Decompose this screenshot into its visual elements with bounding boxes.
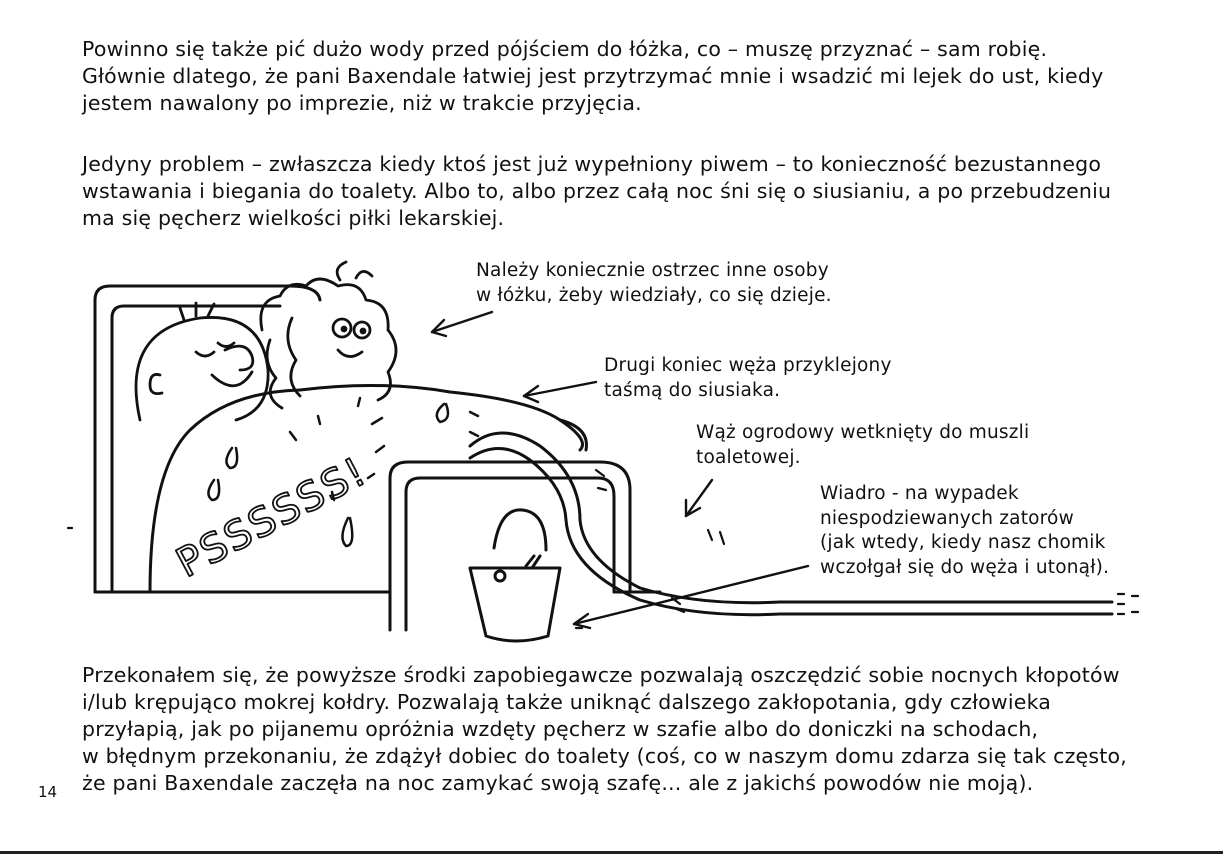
paragraph-3 <box>82 662 1162 797</box>
caption-line: taśmą do siusiaka. <box>604 379 781 401</box>
caption-hose-toilet <box>696 421 1029 470</box>
paragraph-1-line: jestem nawalony po imprezie, niż w trakcie przyjęcia. <box>82 91 642 115</box>
paragraph-1-line: Powinno się także pić dużo wody przed pójściem do łóżka, co – muszę przyznać – sam robię. <box>82 37 1048 61</box>
paragraph-3-line: przyłapią, jak po pijanemu opróżnia wzdęty pęcherz w szafie albo do doniczki na schodach, <box>82 717 1039 741</box>
sound-effect-text: PSSSSSS! <box>169 448 375 587</box>
paragraph-1-line: Głównie dlatego, że pani Baxendale łatwiej jest przytrzymać mnie i wsadzić mi lejek do ust, kiedy <box>82 64 1104 88</box>
caption-line: Należy koniecznie ostrzec inne osoby <box>476 260 829 281</box>
paragraph-3-line: że pani Baxendale zaczęła na noc zamykać swoją szafę... ale z jakichś powodów nie moją). <box>82 771 1034 795</box>
caption-hose-taped <box>604 354 892 403</box>
paragraph-3-line: w błędnym przekonaniu, że zdążył dobiec do toalety (coś, co w naszym domu zdarza się tak często, <box>82 744 1127 768</box>
paragraph-2-line: Jedyny problem – zwłaszcza kiedy ktoś jest już wypełniony piwem – to konieczność bezustannego <box>82 152 1102 176</box>
caption-line: w łóżku, żeby wiedziały, co się dzieje. <box>476 284 832 306</box>
page-number: 14 <box>38 783 58 801</box>
caption-line: Drugi koniec węża przyklejony <box>604 355 892 376</box>
paragraph-2-line: ma się pęcherz wielkości piłki lekarskiej. <box>82 206 505 230</box>
caption-line: wczołgał się do węża i utonął). <box>820 556 1110 578</box>
caption-line: Wąż ogrodowy wetknięty do muszli <box>696 422 1030 443</box>
paragraph-3-line: Przekonałem się, że powyższe środki zapobiegawcze pozwalają oszczędzić sobie nocnych kłopotów <box>82 663 1120 687</box>
paragraph-3-line: i/lub krępująco mokrej kołdry. Pozwalają także uniknąć dalszego zakłopotania, gdy człowieka <box>82 690 1052 714</box>
sleeping-man <box>136 303 268 420</box>
caption-bucket <box>820 482 1109 580</box>
caption-line: toaletowej. <box>696 446 801 468</box>
caption-line: (jak wtedy, kiedy nasz chomik <box>820 532 1106 553</box>
caption-line: niespodziewanych zatorów <box>820 507 1074 529</box>
bucket <box>470 510 560 641</box>
footboard <box>370 462 660 630</box>
paragraph-2-line: wstawania i biegania do toalety. Albo to, albo przez całą noc śni się o siusianiu, a po przebudzeniu <box>82 179 1112 203</box>
caption-line: Wiadro - na wypadek <box>820 483 1019 504</box>
caption-warn-others <box>476 259 832 308</box>
